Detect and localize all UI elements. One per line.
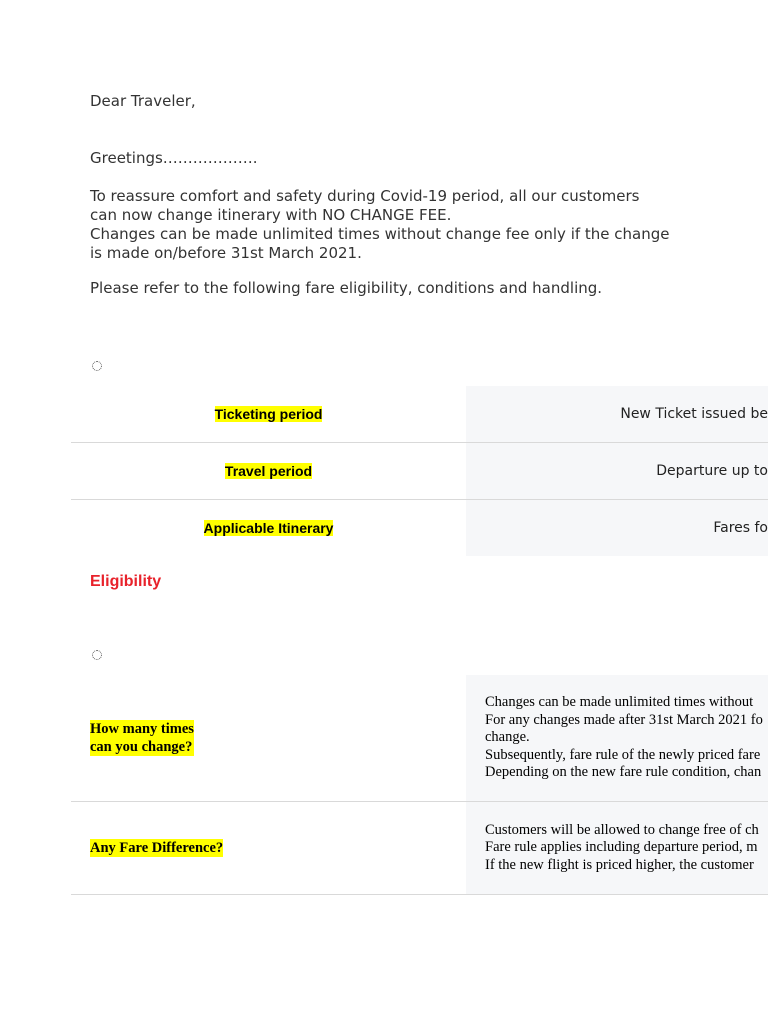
cell-line: Changes can be made unlimited times without bbox=[485, 694, 754, 711]
row-label-line: can you change? bbox=[90, 739, 193, 755]
loading-spinner-icon bbox=[92, 650, 102, 660]
row-value: New Ticket issued be bbox=[620, 406, 768, 422]
cell-line: Customers will be allowed to change free of ch bbox=[485, 821, 759, 838]
cell-line: Depending on the new fare rule condition, chan bbox=[485, 764, 762, 781]
table-row bbox=[71, 443, 768, 500]
row-label: Any Fare Difference? bbox=[90, 840, 224, 856]
table-cell-label bbox=[71, 386, 466, 442]
fare-period-table bbox=[71, 386, 768, 556]
row-value: Departure up to bbox=[656, 463, 768, 479]
refer-paragraph: Please refer to the following fare eligibility, conditions and handling. bbox=[90, 279, 603, 297]
cell-line: Subsequently, fare rule of the newly priced fare bbox=[485, 746, 761, 763]
table-cell-value bbox=[466, 675, 768, 801]
table-cell-label bbox=[71, 802, 466, 894]
intro-line: Changes can be made unlimited times without change fee only if the change bbox=[90, 225, 670, 243]
table-row bbox=[71, 500, 768, 556]
table-cell-label bbox=[71, 675, 466, 801]
cell-line: For any changes made after 31st March 2021 fo bbox=[485, 711, 763, 728]
row-label bbox=[90, 720, 194, 756]
row-label-line: How many times bbox=[90, 721, 194, 737]
row-value: Fares fo bbox=[713, 520, 768, 536]
eligibility-table bbox=[71, 675, 768, 895]
eligibility-heading: Eligibility bbox=[90, 573, 162, 590]
row-label: Ticketing period bbox=[214, 406, 323, 422]
table-cell-label bbox=[71, 500, 466, 556]
row-label: Travel period bbox=[224, 463, 313, 479]
intro-line: To reassure comfort and safety during Covid-19 period, all our customers bbox=[90, 187, 640, 205]
table-row bbox=[71, 675, 768, 802]
table-cell-value bbox=[466, 802, 768, 894]
salutation: Dear Traveler, bbox=[90, 92, 196, 110]
greeting: Greetings………………. bbox=[90, 149, 258, 167]
table-row bbox=[71, 802, 768, 895]
row-label: Applicable Itinerary bbox=[203, 520, 334, 536]
cell-line: If the new flight is priced higher, the customer bbox=[485, 856, 754, 873]
intro-line: is made on/before 31st March 2021. bbox=[90, 244, 362, 262]
table-cell-label bbox=[71, 443, 466, 499]
cell-line: change. bbox=[485, 729, 530, 746]
table-row bbox=[71, 386, 768, 443]
intro-line: can now change itinerary with NO CHANGE FEE. bbox=[90, 206, 452, 224]
cell-line: Fare rule applies including departure period, m bbox=[485, 839, 758, 856]
loading-spinner-icon bbox=[92, 361, 102, 371]
